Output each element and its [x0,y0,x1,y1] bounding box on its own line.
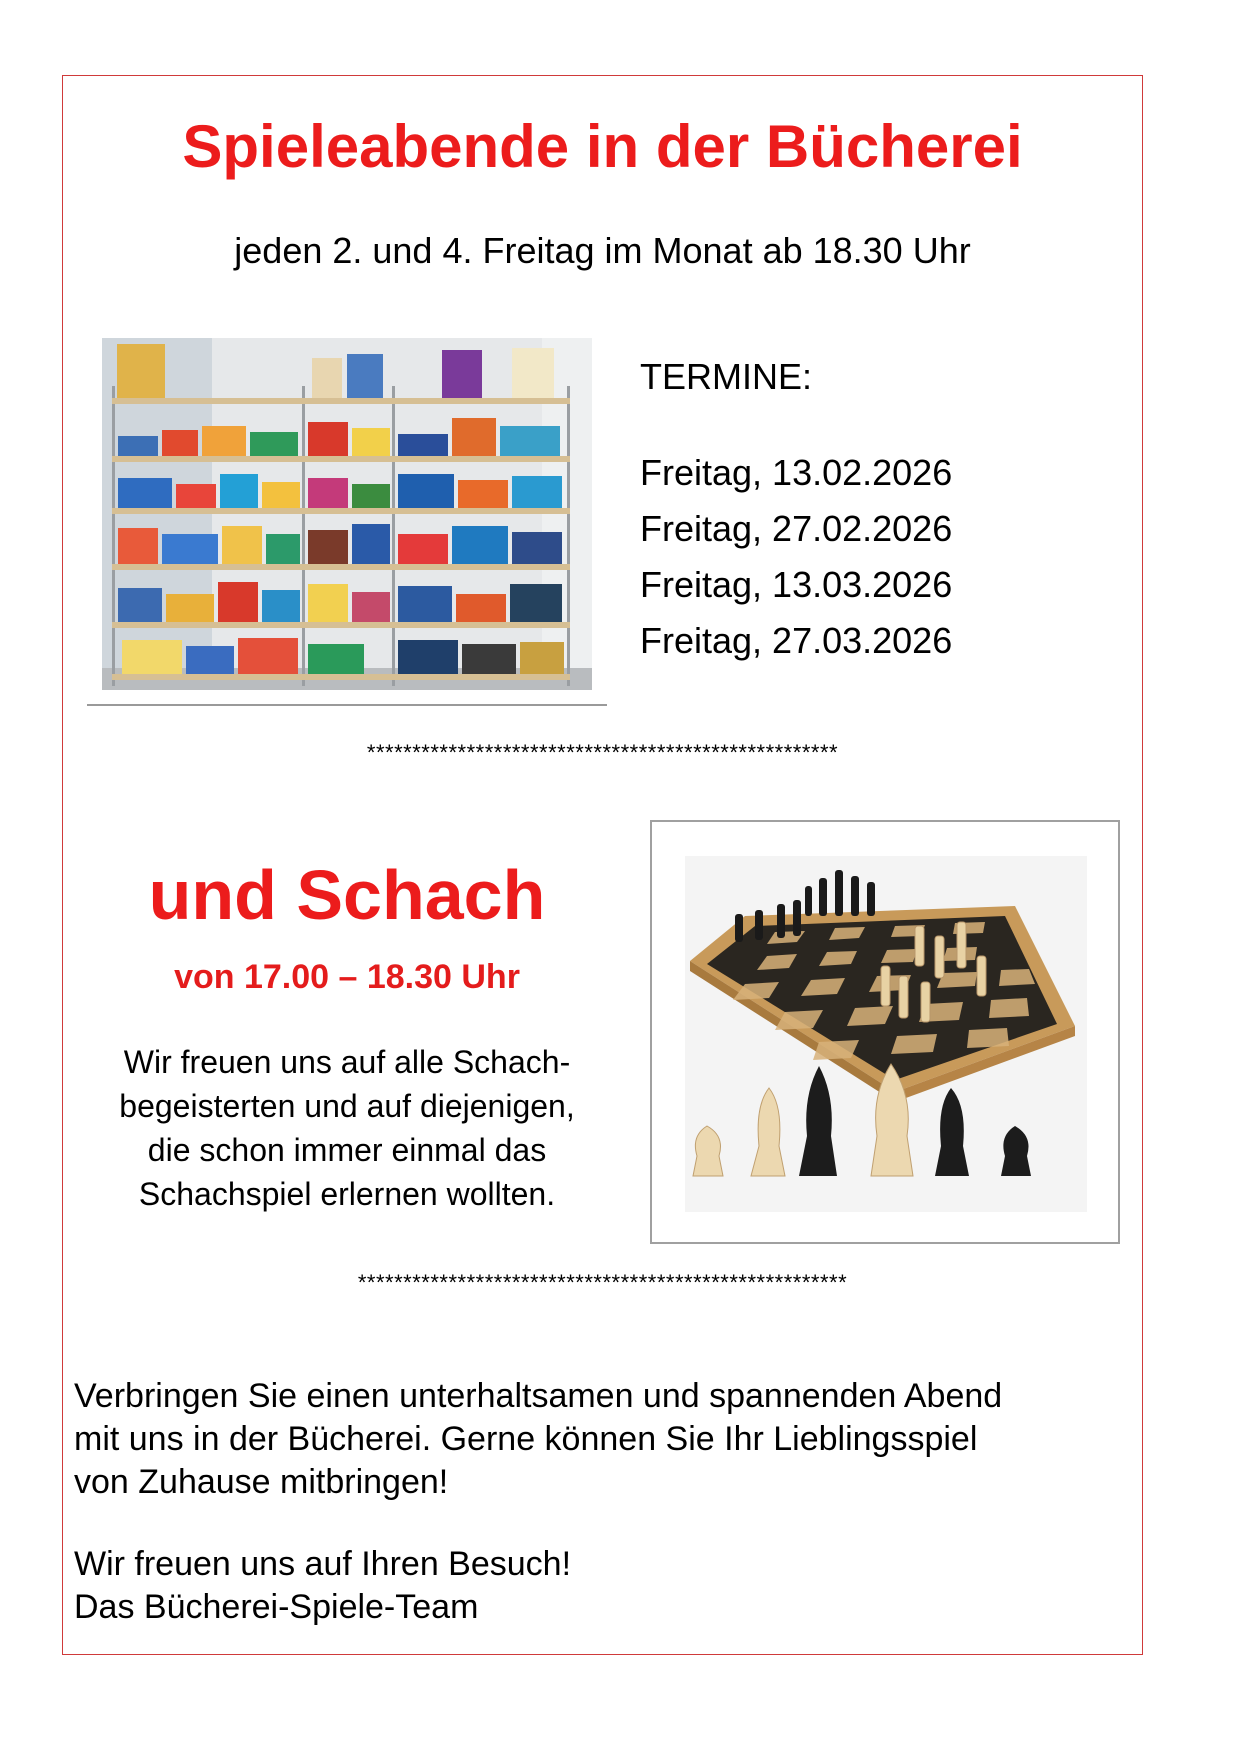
closing-line: von Zuhause mitbringen! [74,1463,449,1501]
game-shelf-photo [102,338,592,690]
signature-line: Das Bücherei-Spiele-Team [74,1588,479,1626]
chess-time: von 17.00 – 18.30 Uhr [174,958,520,996]
separator: ****************************************************** [357,1270,848,1295]
closing-line: Verbringen Sie einen unterhaltsamen und spannenden Abend [74,1377,1003,1415]
chess-description [62,1040,632,1216]
closing-line: mit uns in der Bücherei. Gerne können Sie Ihr Lieblingsspiel [74,1420,978,1458]
chess-text-line: Schachspiel erlernen wollten. [138,1176,556,1212]
chess-text-line: die schon immer einmal das [147,1132,547,1168]
date-item: Freitag, 27.03.2026 [640,620,953,661]
schedule-subtitle: jeden 2. und 4. Freitag im Monat ab 18.30 Uhr [234,230,971,271]
date-item: Freitag, 13.03.2026 [640,564,953,605]
termine-heading: TERMINE: [640,356,813,397]
chess-text-line: Wir freuen uns auf alle Schach- [123,1044,571,1080]
chess-heading: und Schach [148,856,546,934]
separator: **************************************************** [366,740,839,765]
photo-divider [87,704,607,706]
date-item: Freitag, 13.02.2026 [640,452,953,493]
closing-greeting [74,1543,1134,1629]
greeting-line: Wir freuen uns auf Ihren Besuch! [74,1545,572,1583]
chess-image-frame [650,820,1120,1244]
date-item: Freitag, 27.02.2026 [640,508,953,549]
chessboard-image [685,856,1087,1212]
page-title: Spieleabende in der Bücherei [182,113,1023,180]
closing-paragraph [74,1375,1134,1504]
chess-text-line: begeisterten und auf diejenigen, [119,1088,575,1124]
